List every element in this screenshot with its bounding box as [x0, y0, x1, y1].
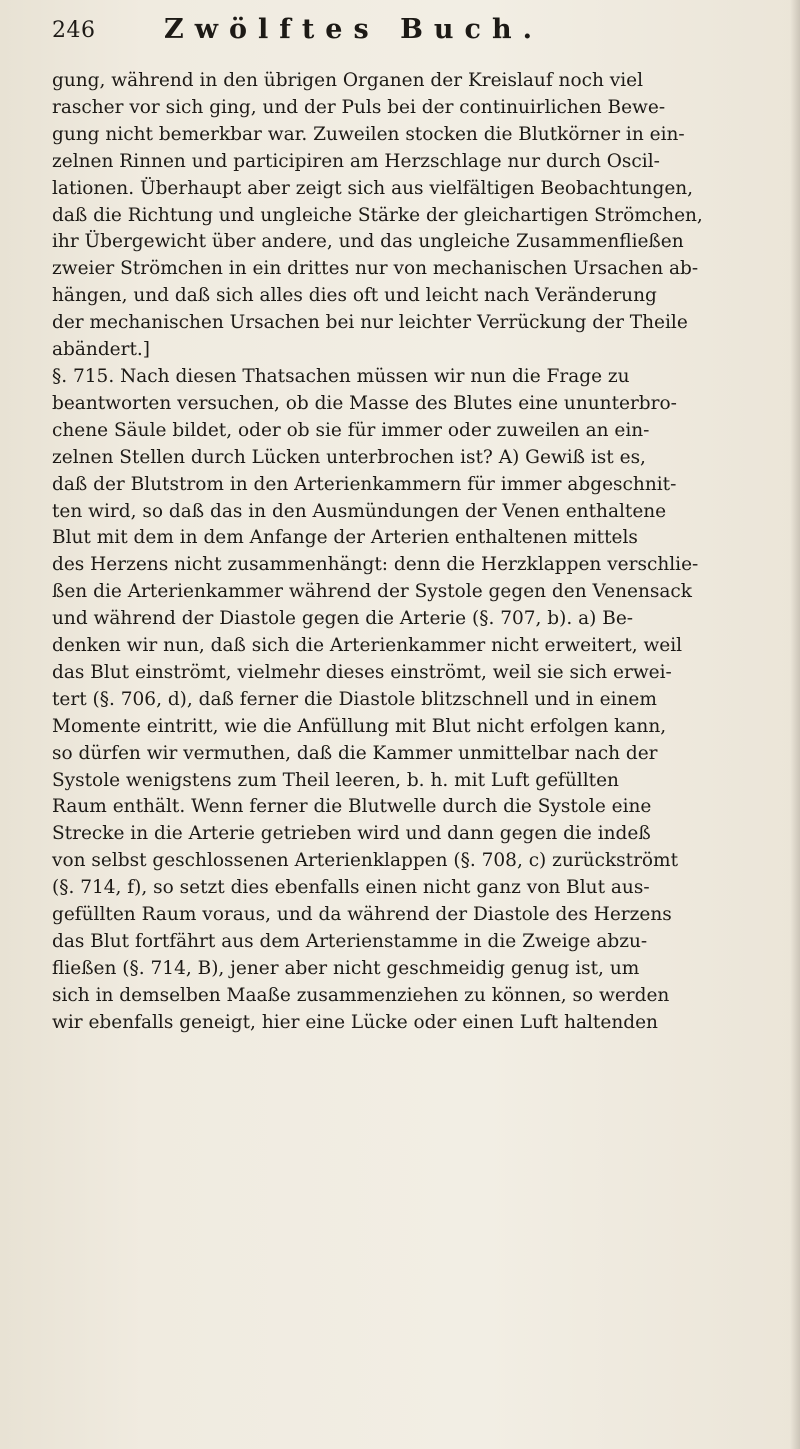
body-text	[52, 68, 749, 1037]
page-edge-shadow	[790, 0, 800, 1449]
paragraph-continuation: gung, während in den übrigen Organen der Kreislauf noch viel rascher vor sich ging, und der Puls bei der continuirlichen Bewe- gung nicht bemerkbar war. Zuweilen stocken die Blutkörner in ein- zelnen Rinnen und participiren am Herzschlage nur durch Oscil- lationen. Überhaupt aber zeigt sich aus vielfältigen Beobachtungen, daß die Richtung und ungleiche Stärke der gleichartigen Strömchen, ihr Übergewicht über andere, und das ungleiche Zusammenfließen zweier Strömchen in ein drittes nur von mechanischen Ursachen ab- hängen, und daß sich alles dies oft und leicht nach Veränderung der mechanischen Ursachen bei nur leichter Verrückung der Theile abändert.]	[52, 70, 703, 361]
page-header	[52, 14, 742, 54]
page-number: 246	[52, 18, 96, 43]
running-title: Zwölftes Buch.	[164, 14, 544, 45]
paragraph-section-715: §. 715. Nach diesen Thatsachen müssen wir nun die Frage zu beantworten versuchen, ob die Masse des Blutes eine ununterbro- chene Säule bildet, oder ob sie für immer oder zuweilen an ein- zelnen Stellen durch Lücken unterbrochen ist? A) Gewiß ist es, daß der Blutstrom in den Arterienkammern für immer abgeschnit- ten wird, so daß das in den Ausmündungen der Venen enthaltene Blut mit dem in dem Anfange der Arterien enthaltenen mittels des Herzens nicht zusammenhängt: denn die Herzklappen verschlie- ßen die Arterienkammer während der Systole gegen den Venensack und während der Diastole gegen die Arterie (§. 707, b). a) Be- denken wir nun, daß sich die Arterienkammer nicht erweitert, weil das Blut einströmt, vielmehr dieses einströmt, weil sie sich erwei- tert (§. 706, d), daß ferner die Diastole blitzschnell und in einem Momente eintritt, wie die Anfüllung mit Blut nicht erfolgen kann, so dürfen wir vermuthen, daß die Kammer unmittelbar nach der Systole wenigstens zum Theil leeren, b. h. mit Luft gefüllten Raum enthält. Wenn ferner die Blutwelle durch die Systole eine Strecke in die Arterie getrieben wird und dann gegen die indeß von selbst geschlossenen Arterienklappen (§. 708, c) zurückströmt (§. 714, f), so setzt dies ebenfalls einen nicht ganz von Blut aus- gefüllten Raum voraus, und da während der Diastole des Herzens das Blut fortfährt aus dem Arterienstamme in die Zweige abzu- fließen (§. 714, B), jener aber nicht geschmeidig genug ist, um sich in demselben Maaße zusammenziehen zu können, so werden wir ebenfalls geneigt, hier eine Lücke oder einen Luft haltenden	[52, 365, 699, 1033]
